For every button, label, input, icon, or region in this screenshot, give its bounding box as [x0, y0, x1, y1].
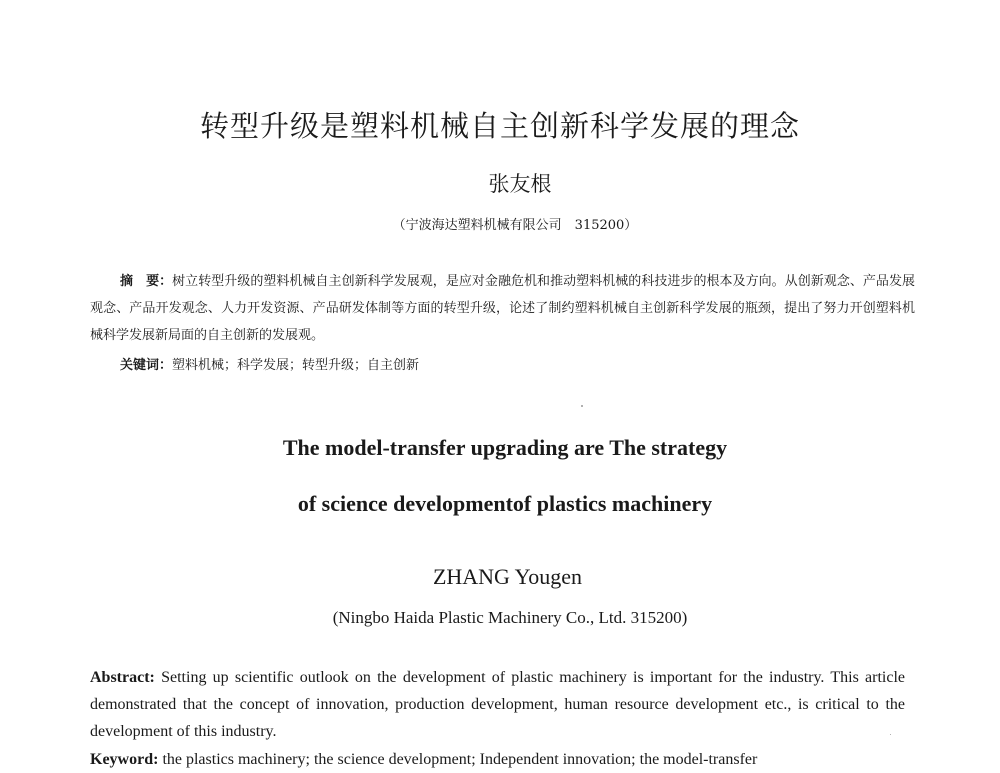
english-title-line-1: The model-transfer upgrading are The strategy — [282, 435, 728, 460]
scan-speck — [581, 405, 583, 407]
chinese-keywords-text: 塑料机械；科学发展；转型升级；自主创新 — [172, 358, 420, 373]
chinese-author: 张友根 — [488, 172, 552, 196]
chinese-abstract — [90, 268, 915, 349]
chinese-abstract-text: 树立转型升级的塑料机械自主创新科学发展观，是应对金融危机和推动塑料机械的科技进步的根本及方向。从创新观念、产品发展观念、产品开发观念、人力开发资源、产品研发体制等方面的转型升级，论述了制约塑料机械自主创新科学发展的瓶颈，提出了努力开创塑料机械科学发展新局面的自主创新的发展观。 — [90, 274, 915, 343]
chinese-affiliation: （宁波海达塑料机械有限公司 315200） — [392, 218, 638, 233]
english-abstract — [90, 664, 905, 745]
scan-speck — [890, 734, 891, 735]
english-author: ZHANG Yougen — [432, 564, 583, 589]
english-abstract-text: Setting up scientific outlook on the development of plastic machinery is important for the industry. This article demonstrated that the concept of innovation, production development, human resource development etc., is critical to the development of this industry. — [90, 669, 906, 740]
chinese-keywords — [120, 354, 419, 373]
english-keywords-label: Keyword: — [90, 751, 159, 768]
english-title-line-2: of science developmentof plastics machinery — [297, 491, 713, 516]
english-title — [0, 420, 1000, 532]
english-abstract-label: Abstract: — [90, 669, 155, 686]
english-affiliation: (Ningbo Haida Plastic Machinery Co., Ltd. 315200) — [332, 608, 688, 627]
chinese-abstract-label: 摘 要： — [120, 274, 173, 289]
english-keywords-text: the plastics machinery; the science development; Independent innovation; the model-transfer — [162, 751, 758, 768]
chinese-keywords-label: 关键词： — [120, 358, 173, 373]
chinese-title: 转型升级是塑料机械自主创新科学发展的理念 — [199, 109, 800, 143]
